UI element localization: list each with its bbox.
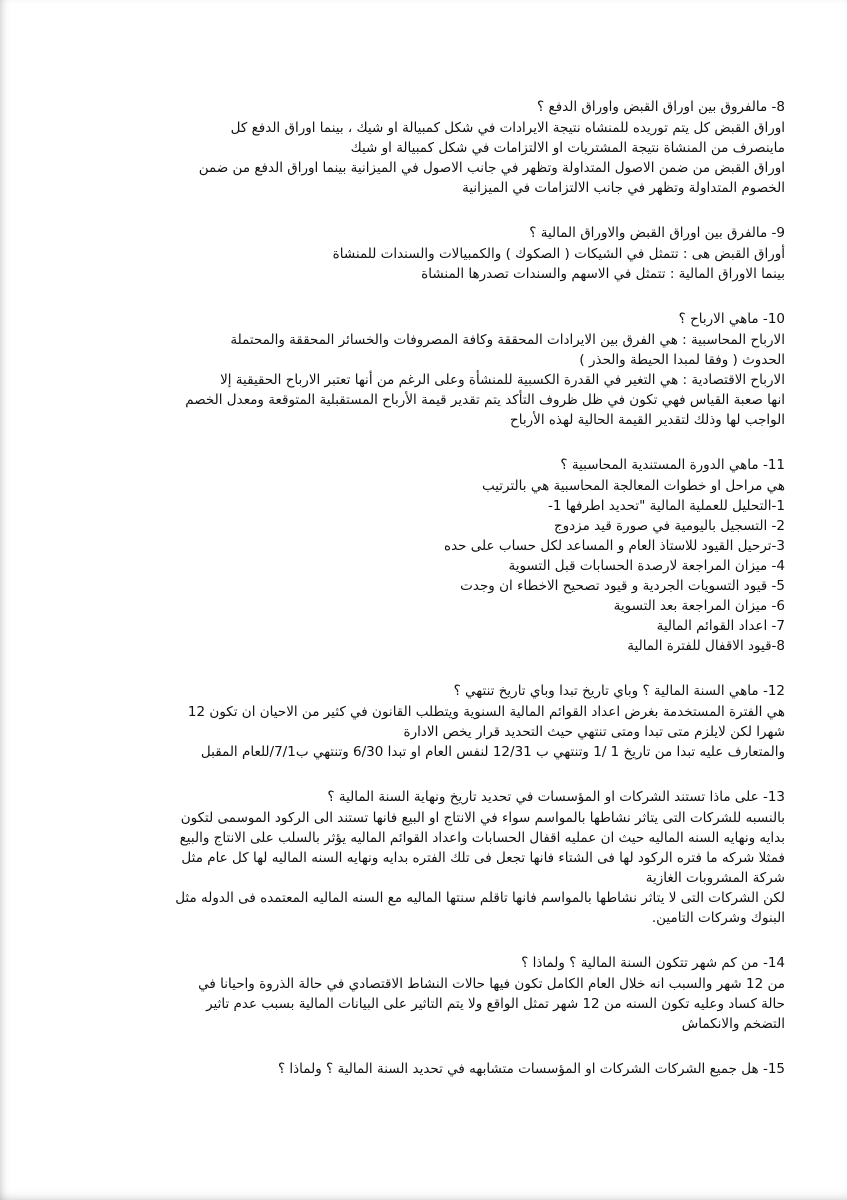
answer-line: شركة المشروبات الغازية: [645, 870, 785, 886]
list-item: 4- ميزان المراجعة لارصدة الحسابات قبل التسوية: [508, 558, 785, 574]
answer-line: اوراق القبض كل يتم توريده للمنشاه نتيجة الايرادات في شكل كمبيالة او شيك ، بينما اوراق الدفع كل: [230, 120, 785, 136]
answer-line: ماينصرف من المنشاة نتيجة المشتريات او الالتزامات في شكل كمبيالة او شيك: [350, 140, 785, 156]
answer-line: الارباح الاقتصادية : هي التغير في القدرة الكسبية للمنشأة وعلى الرغم من أنها تعتبر الارباح الحقيقية إلا: [220, 372, 785, 388]
answer-line: الخصوم المتداولة وتظهر في جانب الالتزامات في الميزانية: [462, 180, 785, 196]
answer-line: الحدوث ( وفقا لمبدا الحيطة والحذر ): [579, 352, 785, 368]
answer-line: الواجب لها وذلك لتقدير القيمة الحالية لهذه الأرباح: [510, 412, 785, 428]
list-item: 7- اعداد القوائم المالية: [656, 618, 785, 634]
question-11: [96, 454, 785, 656]
answer-body: [96, 974, 785, 1034]
answer-line: البنوك وشركات التامين.: [651, 910, 785, 926]
question-title: 10- ماهي الارباح ؟: [678, 311, 785, 327]
question-14: [96, 952, 785, 1034]
answer-line: الارباح المحاسبية : هي الفرق بين الايرادات المحققة وكافة المصروفات والخسائر المحققة والمحتملة: [230, 332, 785, 348]
question-15: [96, 1058, 785, 1080]
answer-line: والمتعارف عليه تبدا من تاريخ 1 /1 وتنتهي ب 12/31 لنفس العام او تبدا 6/30 وتنتهي ب7/1/للعام المقبل: [200, 744, 785, 760]
list-item: 8-قيود الاقفال للفترة المالية: [627, 638, 785, 654]
answer-body: [96, 118, 785, 198]
answer-line: بدايه ونهايه السنه الماليه حيث ان عمليه اقفال الحسابات واعداد القوائم الماليه يؤثر بالسلب على الانتاج والبيع: [179, 830, 785, 846]
question-13: [96, 786, 785, 928]
question-8: [96, 96, 785, 198]
question-title: 12- ماهي السنة المالية ؟ وباي تاريخ تبدا وباي تاريخ تنتهي ؟: [453, 683, 785, 699]
question-title: 9- مالفرق بين اوراق القبض والاوراق المالية ؟: [529, 225, 785, 241]
answer-line: التضخم والانكماش: [681, 1016, 785, 1032]
question-title: 14- من كم شهر تتكون السنة المالية ؟ ولماذا ؟: [521, 955, 785, 971]
list-item: 6- ميزان المراجعة بعد التسوية: [613, 598, 785, 614]
answer-line: حالة كساد وعليه تكون السنه من 12 شهر تمثل الواقع ولا يتم التاثير على البيانات المالية بسبب عدم تاثير: [206, 996, 785, 1012]
question-12: [96, 680, 785, 762]
answer-body: [96, 244, 785, 284]
question-10: [96, 308, 785, 430]
answer-line: من 12 شهر والسبب انه خلال العام الكامل تكون فيها حالات النشاط الاقتصادي في حالة الذروة واحيانا في: [198, 976, 785, 992]
list-item: 5- قيود التسويات الجردية و قيود تصحيح الاخطاء ان وجدت: [460, 578, 785, 594]
answer-body: [96, 808, 785, 928]
list-item: 2- التسجيل باليومية في صورة قيد مزدوج: [553, 518, 785, 534]
question-title: 11- ماهي الدورة المستندية المحاسبية ؟: [560, 457, 785, 473]
answer-line: بالنسبه للشركات التى يتاثر نشاطها بالمواسم سواء في الانتاج او البيع فانها تستند الى الركود الموسمى لتكون: [180, 810, 785, 826]
answer-body: [96, 330, 785, 430]
answer-body: [96, 476, 785, 656]
answer-line: لكن الشركات التى لا يتاثر نشاطها بالمواسم فانها تاقلم سنتها الماليه مع السنه الماليه المعتمده فى الدوله مثل: [175, 890, 785, 906]
answer-line: شهرا لكن لايلزم متى تبدا ومتى تنتهي حيث التحديد قرار يخص الادارة: [403, 724, 785, 740]
answer-line: فمثلا شركه ما فتره الركود لها فى الشتاء فانها تجعل فى تلك الفتره بدايه ونهايه السنه الماليه لها كل عام مثل: [181, 850, 785, 866]
answer-body: [96, 702, 785, 762]
document-content: [96, 96, 785, 1104]
answer-line: بينما الاوراق المالية : تتمثل في الاسهم والسندات تصدرها المنشاة: [421, 266, 785, 282]
answer-line: اوراق القبض من ضمن الاصول المتداولة وتظهر في جانب الاصول في الميزانية بينما اوراق الدفع من ضمن: [198, 160, 785, 176]
question-9: [96, 222, 785, 284]
answer-line: انها صعبة القياس فهي تكون في ظل ظروف التأكد يتم تقدير قيمة الأرباح المستقبلية المتوقعة ومعدل الخصم: [185, 392, 785, 408]
list-item: 1-التحليل للعملية المالية "تحديد اطرفها 1-: [547, 498, 785, 514]
question-title: 13- على ماذا تستند الشركات او المؤسسات في تحديد تاريخ ونهاية السنة المالية ؟: [327, 789, 785, 805]
answer-line: أوراق القبض هى : تتمثل في الشيكات ( الصكوك ) والكمبيالات والسندات للمنشاة: [332, 246, 785, 262]
question-title: 15- هل جميع الشركات الشركات او المؤسسات متشابهه في تحديد السنة المالية ؟ ولماذا ؟: [277, 1061, 785, 1077]
answer-line: هي مراحل او خطوات المعالجة المحاسبية هي بالترتيب: [481, 478, 785, 494]
question-title: 8- مالفروق بين اوراق القبض واوراق الدفع ؟: [537, 99, 785, 115]
answer-line: هي الفترة المستخدمة بغرض اعداد القوائم المالية السنوية ويتطلب القانون في كثير من الاحيان ان تكون 12: [187, 704, 785, 720]
list-item: 3-ترحيل القيود للاستاذ العام و المساعد لكل حساب على حده: [444, 538, 785, 554]
